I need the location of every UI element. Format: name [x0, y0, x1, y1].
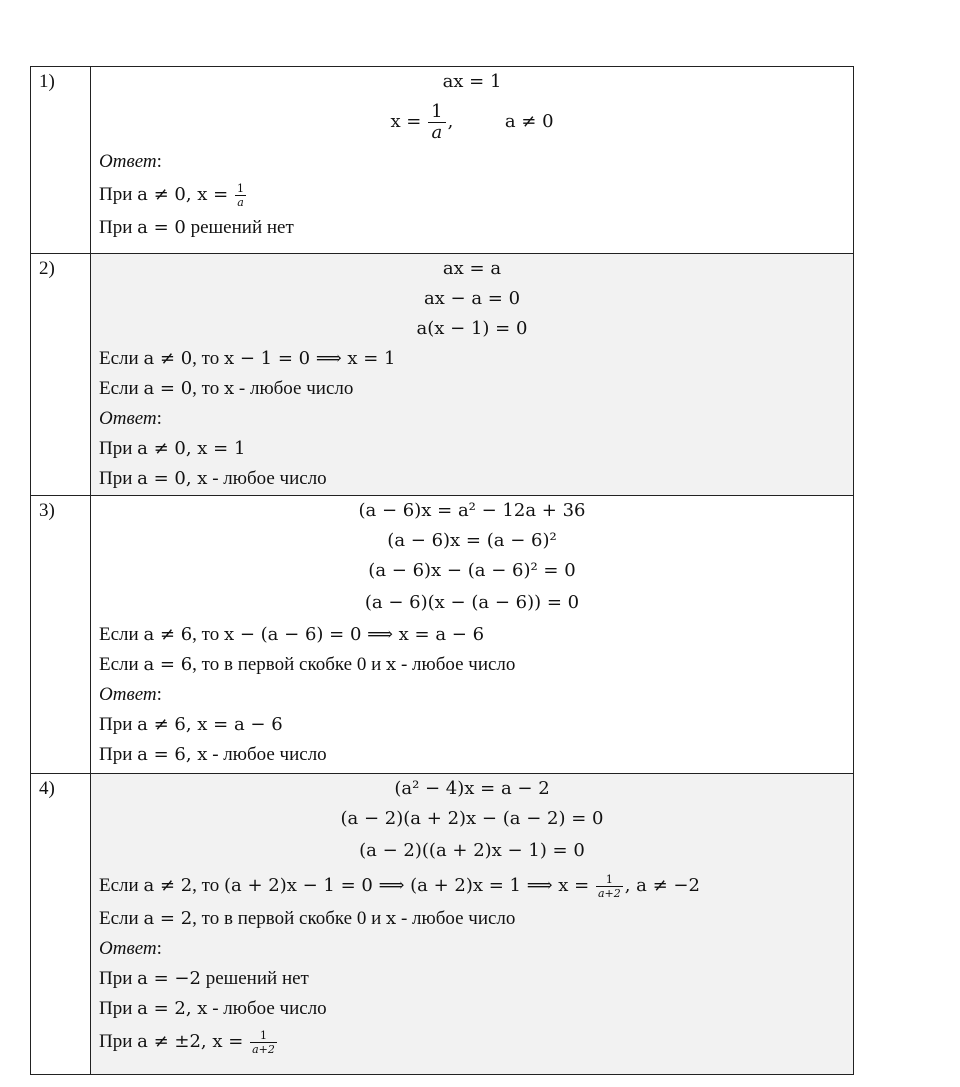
- equation-lhs: x =: [390, 111, 422, 132]
- case-prefix: Если: [99, 624, 139, 645]
- answer-math: a = −2: [137, 968, 201, 989]
- case-connector: , то в первой скобке 0 и: [192, 908, 382, 929]
- case-connector: , то: [192, 875, 220, 896]
- case-condition: a ≠ 2: [143, 875, 193, 896]
- case-math: x − 1 = 0 ⟹ x = 1: [223, 348, 396, 369]
- fraction: $\frac{1}{a+2}$: [252, 1029, 275, 1057]
- case-connector: , то: [192, 624, 220, 645]
- colon: :: [156, 408, 162, 429]
- equation: a(x − 1) = 0: [416, 318, 528, 339]
- condition: a ≠ 0: [504, 111, 554, 132]
- answer-label: Ответ: [99, 408, 157, 429]
- solution-cell: [91, 774, 854, 1075]
- answer-prefix: При: [99, 438, 133, 459]
- answer-prefix: При: [99, 468, 133, 489]
- answer-prefix: При: [99, 968, 133, 989]
- table-row: [31, 67, 854, 254]
- answer-math: a = 6, x: [137, 744, 208, 765]
- case-prefix: Если: [99, 654, 139, 675]
- answer-label: Ответ: [99, 684, 157, 705]
- case-connector: , то в первой скобке 0 и: [192, 654, 382, 675]
- case-condition: , a ≠ −2: [624, 875, 700, 896]
- case-connector: , то: [192, 378, 220, 399]
- case-text: - любое число: [400, 908, 516, 929]
- equation: (a − 2)(a + 2)x − (a − 2) = 0: [340, 808, 604, 829]
- case-math: x: [386, 908, 397, 929]
- answer-math: a ≠ ±2, x =: [137, 1031, 244, 1052]
- fraction: $\frac{1}{a}$: [237, 182, 244, 210]
- solution-cell: [91, 67, 854, 254]
- answer-text: - любое число: [212, 744, 327, 765]
- case-math: (a + 2)x − 1 = 0 ⟹ (a + 2)x = 1 ⟹ x =: [223, 875, 590, 896]
- colon: :: [156, 938, 162, 959]
- row-number: 2): [31, 254, 91, 496]
- answer-math: a = 2, x: [137, 998, 208, 1019]
- case-prefix: Если: [99, 348, 139, 369]
- row-number: 3): [31, 496, 91, 774]
- case-prefix: Если: [99, 875, 139, 896]
- equation: ax = 1: [442, 71, 502, 92]
- fraction: $\frac{1}{a+2}$: [597, 873, 621, 901]
- case-prefix: Если: [99, 378, 139, 399]
- fraction: $\frac{1}{a}$: [428, 102, 445, 143]
- answer-math: a ≠ 6, x = a − 6: [137, 714, 283, 735]
- equation: (a − 6)x − (a − 6)² = 0: [368, 560, 576, 581]
- equation: ax − a = 0: [423, 288, 521, 309]
- case-connector: , то: [192, 348, 220, 369]
- case-condition: a ≠ 6: [143, 624, 193, 645]
- case-condition: a ≠ 0: [143, 348, 193, 369]
- equation: (a − 6)(x − (a − 6)) = 0: [364, 592, 580, 613]
- answer-text: решений нет: [190, 217, 294, 238]
- answer-text: - любое число: [212, 998, 327, 1019]
- solution-cell: [91, 254, 854, 496]
- colon: :: [156, 684, 162, 705]
- equation: (a − 2)((a + 2)x − 1) = 0: [359, 840, 585, 861]
- case-condition: a = 0: [143, 378, 193, 399]
- answer-text: - любое число: [212, 468, 327, 489]
- case-prefix: Если: [99, 908, 139, 929]
- answer-prefix: При: [99, 998, 133, 1019]
- solution-cell: [91, 496, 854, 774]
- table-row: [31, 254, 854, 496]
- answer-prefix: При: [99, 184, 133, 205]
- case-math: x − (a − 6) = 0 ⟹ x = a − 6: [223, 624, 485, 645]
- table-row: [31, 496, 854, 774]
- answer-prefix: При: [99, 744, 133, 765]
- answer-text: решений нет: [205, 968, 309, 989]
- answer-math: a = 0, x: [137, 468, 208, 489]
- table-row: [31, 774, 854, 1075]
- row-number: 1): [31, 67, 91, 254]
- case-text: - любое число: [238, 378, 354, 399]
- case-condition: a = 2: [143, 908, 193, 929]
- equation: (a − 6)x = a² − 12a + 36: [358, 500, 586, 521]
- answer-label: Ответ: [99, 938, 157, 959]
- solutions-table: [30, 66, 854, 1075]
- case-condition: a = 6: [143, 654, 193, 675]
- case-math: x: [223, 378, 235, 399]
- equation: (a² − 4)x = a − 2: [394, 778, 550, 799]
- case-text: - любое число: [400, 654, 516, 675]
- answer-prefix: При: [99, 1031, 133, 1052]
- equation: ax = a: [442, 258, 502, 279]
- colon: :: [156, 151, 162, 172]
- answer-math: a ≠ 0, x = 1: [137, 438, 246, 459]
- answer-math: a ≠ 0, x =: [137, 184, 229, 205]
- answer-label: Ответ: [99, 151, 157, 172]
- answer-prefix: При: [99, 217, 133, 238]
- case-math: x: [386, 654, 397, 675]
- answer-math: a = 0: [137, 217, 186, 238]
- comma: ,: [447, 111, 454, 132]
- equation: (a − 6)x = (a − 6)²: [387, 530, 557, 551]
- answer-prefix: При: [99, 714, 133, 735]
- row-number: 4): [31, 774, 91, 1075]
